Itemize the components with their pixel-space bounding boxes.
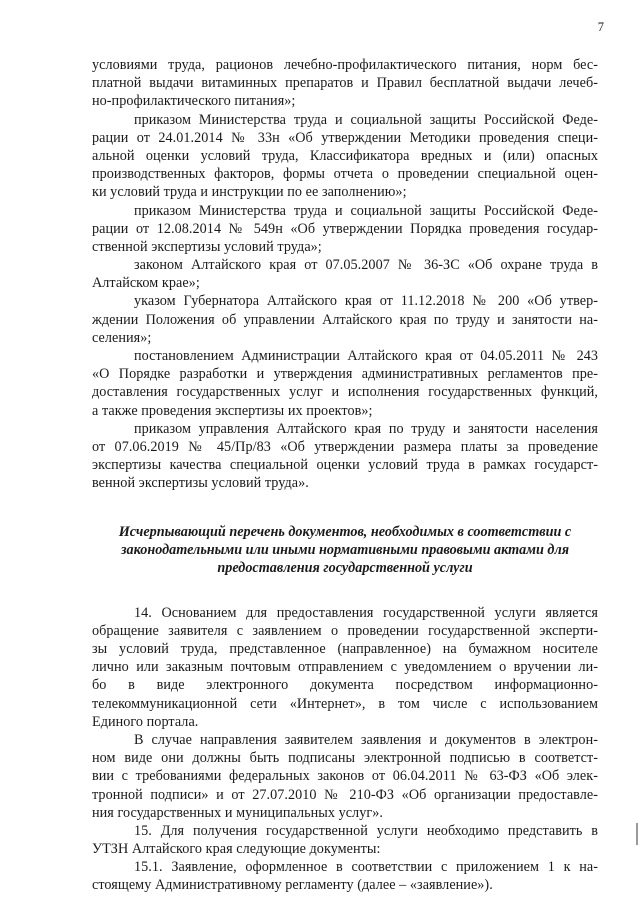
text-line: рации от 24.01.2014 № 33н «Об утверждении Методики проведения специ- xyxy=(92,129,598,146)
text-line: приказом Министерства труда и социальной защиты Российской Феде- xyxy=(134,202,598,219)
text-line: Единого портала. xyxy=(92,713,199,730)
text-line: законом Алтайского края от 07.05.2007 № 36-ЗС «Об охране труда в xyxy=(134,257,598,274)
text-line: лично или заказным почтовым отправлением с уведомлением о вручении ли- xyxy=(92,659,598,676)
legal-acts-list xyxy=(92,56,598,493)
page-number: 7 xyxy=(597,20,604,34)
text-line: телекоммуникационной сети «Интернет», в том числе с использованием xyxy=(92,695,598,712)
text-line: ждении Положения об управлении Алтайского края по труду и занятости на- xyxy=(92,311,598,328)
text-line: экспертизы качества специальной оценки условий труда в рамках государст- xyxy=(92,457,598,474)
text-line: 15. Для получения государственной услуги необходимо представить в xyxy=(134,822,598,839)
text-line: ния государственных и муниципальных услуг». xyxy=(92,804,383,821)
text-line: стоящему Административному регламенту (далее – «заявление»). xyxy=(92,877,493,894)
section-heading-line: предоставления государственной услуги xyxy=(217,560,473,577)
text-line: 14. Основанием для предоставления государственной услуги является xyxy=(134,604,598,621)
text-line: венной экспертизы условий труда». xyxy=(92,475,309,492)
text-line: производственных факторов, формы отчета о проведении специальной оцен- xyxy=(92,166,598,183)
text-line: а также проведения экспертизы их проектов»; xyxy=(92,402,373,419)
text-line: селения»; xyxy=(92,329,152,346)
text-line: постановлением Администрации Алтайского края от 04.05.2011 № 243 xyxy=(134,348,598,364)
text-line: обращение заявителя с заявлением о проведении государственной эксперти- xyxy=(92,622,598,639)
text-line: «О Порядке разработки и утверждения административных регламентов пре- xyxy=(92,366,598,383)
text-line: платной выдачи витаминных препаратов и Правил бесплатной выдачи лечеб- xyxy=(92,75,598,92)
text-line: вии с требованиями федеральных законов от 06.04.2011 № 63-ФЗ «Об элек- xyxy=(92,768,598,785)
text-line: ном виде они должны быть подписаны электронной подписью в соответст- xyxy=(92,750,598,767)
text-line: 15.1. Заявление, оформленное в соответствии с приложением 1 к на- xyxy=(134,859,598,876)
text-line: приказом управления Алтайского края по труду и занятости населения xyxy=(134,420,598,437)
text-line: Алтайском крае»; xyxy=(92,275,200,292)
section-heading-line: Исчерпывающий перечень документов, необходимых в соответствии с xyxy=(118,523,572,540)
text-line: от 07.06.2019 № 45/Пр/83 «Об утверждении размера платы за проведение xyxy=(92,438,598,455)
section-heading-line: законодательными или иными нормативными правовыми актами для xyxy=(120,541,570,558)
text-line: указом Губернатора Алтайского края от 11.12.2018 № 200 «Об утвер- xyxy=(134,293,598,310)
scan-edge-mark xyxy=(636,823,638,845)
text-line: альной оценки условий труда, Классификатора вредных и (или) опасных xyxy=(92,147,598,164)
text-line: тронной подписи» и от 27.07.2010 № 210-ФЗ «Об организации предоставле- xyxy=(92,786,598,803)
text-line: ственной экспертизы условий труда»; xyxy=(92,238,322,255)
text-line: В случае направления заявителем заявления и документов в электрон- xyxy=(134,731,598,748)
text-line: бо в виде электронного документа посредством информационно- xyxy=(92,677,598,694)
text-line: зы условий труда, представленное (направленное) на бумажном носителе xyxy=(92,641,598,658)
text-line: рации от 12.08.2014 № 549н «Об утверждении Порядка проведения государ- xyxy=(92,220,598,237)
text-line: но-профилактического питания»; xyxy=(92,93,296,110)
text-line: доставления государственных услуг и исполнения государственных функций, xyxy=(92,384,598,401)
documents-paragraphs xyxy=(92,604,598,895)
text-line: условиями труда, рационов лечебно-профилактического питания, норм бес- xyxy=(92,57,598,73)
text-line: УТЗН Алтайского края следующие документы: xyxy=(92,841,381,858)
text-line: приказом Министерства труда и социальной защиты Российской Феде- xyxy=(134,111,598,128)
document-body xyxy=(92,56,598,895)
section-heading xyxy=(92,523,598,578)
text-line: ки условий труда и инструкции по ее заполнению»; xyxy=(92,184,407,201)
